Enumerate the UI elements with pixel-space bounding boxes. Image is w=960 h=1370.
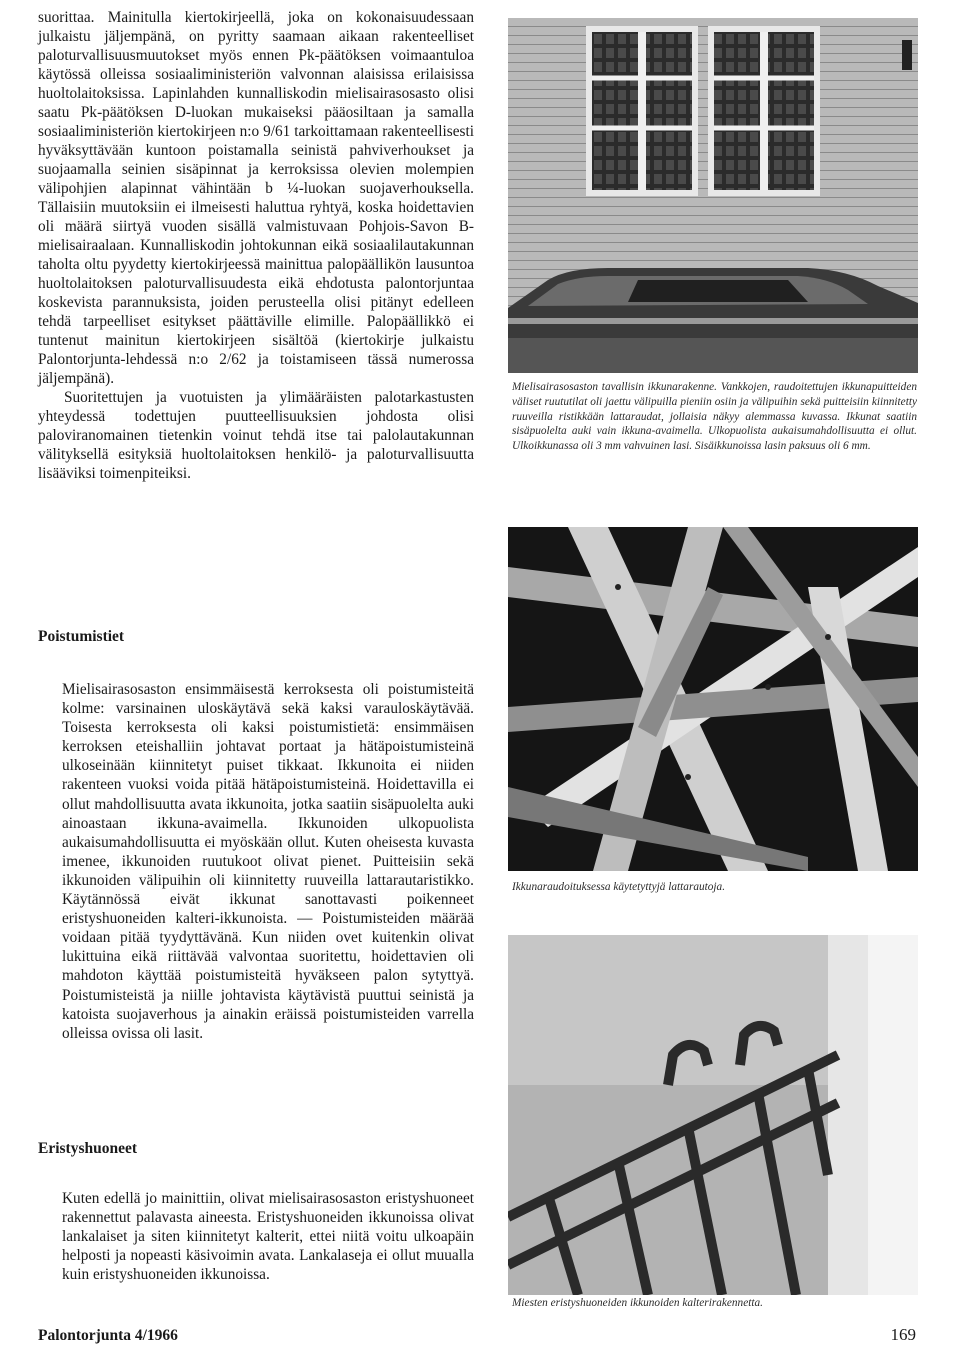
section-body-poistumistiet: Mielisairasosaston ensimmäisestä kerroksesta oli poistumisteitä kolme: varsinainen uloskäytävä sekä kaksi varauloskäytävää. Toisesta kerroksesta oli kaksi poistumistietä: ensimmäisen kerroksen eteishalliin johtavat portaat ja hätäpoistumisteinä ulkoseinään kiinnitetyt puiset tikkaat. Ikkunoita ei niiden rakenteen vuoksi voida pitää hätäpoistumisteinä. Hoidettavilla ei ollut mahdollisuutta avata ikkunoita, jotka saatiin sisäpuolelta auki ainoastaan ikkuna-avaimella. Ikkunoiden ulkopuolista aukaisumahdollisuutta ei myöskään ollut. Kuten oheisesta kuvasta imenee, ikkunoiden ruutukoot olivat pienet. Puitteisiin sekä ikkunoiden välipuihin oli kiinnitetty ruuveilla lattarautaristikko. Käytännössä eivät ikkunat sanottavasti poikenneet eristyshuoneiden kalteri-ikkunoista. — Poistumisteiden määrää voidaan pitää tyydyttävänä. Kun niiden ovet kuitenkin olivat lukittuina eikä riittävää valvontaa suoritettu, hoidettavien oli mahdoton käyttää poistumisteitä hyväkseen palon sytyttyä. Poistumisteistä ja niille johtavista käytävistä puuttui seinistä ja katoista suojaverhous ja ainakin eräissä poistumisteiden varrella olleissa ovissa oli lasit. bbox=[62, 681, 474, 1042]
page-number: 169 bbox=[890, 1325, 916, 1344]
article-paragraph: Suoritettujen ja vuotuisten ja ylimääräisten palotarkastusten yhteydessä todettujen puutteellisuuksien johdosta olisi paloviranomainen tietenkin voinut tehdä itse tai palolautakunnan välityksellä esityksiä huoltolaitoksen henkilö- ja paloturvallisuutta lisääviksi toimenpiteiksi. bbox=[38, 389, 474, 482]
section-body-eristyshuoneet: Kuten edellä jo mainittiin, olivat mielisairasosaston eristyshuoneet rakennettut palavasta aineesta. Eristyshuoneiden ikkunoissa olivat lankalaiset ja siten kiinnitetyt kalterit, ettei niitä voitu ulkoapäin helposti ja nopeasti käsivoimin avata. Lankalaseja ei ollut muualla kuin eristyshuoneiden ikkunoissa. bbox=[62, 1190, 474, 1284]
section-heading-eristyshuoneet: Eristyshuoneet bbox=[38, 1140, 138, 1157]
photo-flat-irons bbox=[508, 527, 918, 871]
article-paragraph: suorittaa. Mainitulla kiertokirjeellä, joka on kokonaisuudessaan julkaistu jäljempänä, on pyritty saamaan aikaan rakenteelliset paloturvallisuusmuutokset myös ennen Pk-päätöksen voimaantuloa käytössä olleissa sosiaaliministeriön valvonnan alaisissa erilaisissa huoltolaitoksissa. Lapinlahden kunnalliskodin mielisairasosasto olisi saatu Pk-päätöksen D-luokan mukaiseksi pääosiltaan ja samalla sosiaaliministeriön kiertokirjeen n:o 9/61 tarkoittamaan rakenteellisesti hyväksyttävään kuntoon poistamalla seinistä pahviverhoukset ja suojaamalla seinien sisäpinnat ja kerroksissa olevien molempien välipohjien alapinnat vähintään b ¼-luokan suojaverhouksella. Tällaisiin muutoksiin ei ilmeisesti haluttua ryhtyä, koska hoidettavien oli määrä siirtyä vuoden sisällä valmistuvaan Pohjois-Savon B-mielisairaalaan. Kunnalliskodin johtokunnan eikä sosiaalilautakunnan taholta oltu pyydetty kiertokirjeessä mainittua palopäällikön lausuntoa huoltolaitoksen paloturvallisuudesta eikä ehdotusta palontorjuntaa koskevista parannuksista, joiden perusteella olisi pitänyt edelleen tehdä tarpeelliset esitykset päättäville elimille. Palopäällikkö ei tuntenut mainitun kiertokirjeen sisältöä (kiertokirje julkaistu Palontorjunta-lehdessä n:o 2/62 ja toistamiseen tässä numerossa jäljempänä). bbox=[38, 9, 474, 387]
photo-window-structure bbox=[508, 18, 918, 373]
article-body bbox=[38, 8, 474, 483]
caption-window: Mielisairasosaston tavallisin ikkunarakenne. Vankkojen, raudoitettujen ikkunapuitteiden väliset ruututilat oli jaettu välipuilla pieniin osiin ja välipuihin sekä puitteisiin kiinnitetty ruuveilla ristikkään lattaraudat, jollaisia näkyy alemmassa kuvassa. Ikkunat saatiin sisäpuolelta auki vain ikkuna-avaimella. Ulkopuolista aukaisumahdollisuutta ei ollut. Ulkoikkunassa oli 3 mm vahvuinen lasi. Sisäikkunoissa lasin paksuus oli 6 mm. bbox=[512, 381, 917, 453]
photo-window-bars bbox=[508, 935, 918, 1295]
section-heading-poistumistiet: Poistumistiet bbox=[38, 628, 125, 645]
journal-issue: Palontorjunta 4/1966 bbox=[38, 1327, 178, 1344]
caption-flat-irons: Ikkunaraudoituksessa käytetyttyjä lattarautoja. bbox=[512, 881, 726, 893]
caption-window-bars: Miesten eristyshuoneiden ikkunoiden kalterirakennetta. bbox=[512, 1297, 763, 1309]
